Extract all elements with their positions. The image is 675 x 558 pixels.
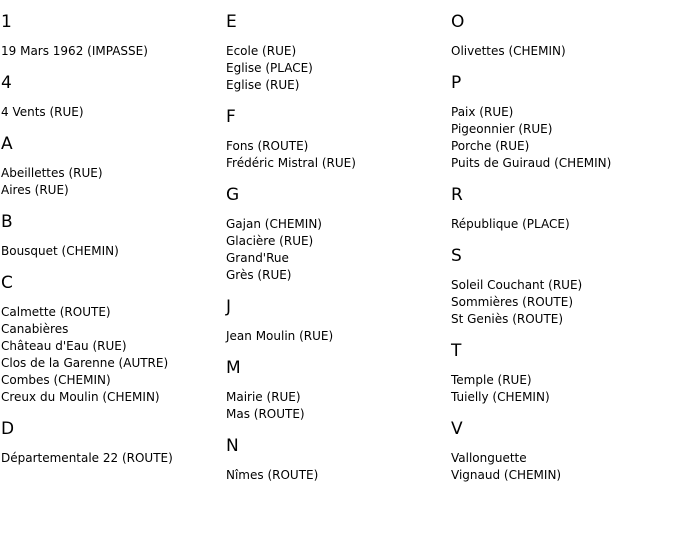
street-name-item: Calmette (ROUTE) — [1, 305, 111, 319]
group-letter-heading: S — [451, 246, 462, 266]
street-list — [226, 467, 448, 484]
letter-group — [226, 436, 448, 484]
street-name-item: Ecole (RUE) — [226, 44, 297, 58]
street-name-item: Aires (RUE) — [1, 183, 69, 197]
street-list — [451, 372, 673, 406]
group-letter-heading: R — [451, 185, 463, 205]
letter-group — [451, 246, 673, 328]
street-list — [1, 165, 223, 199]
group-letter-heading: 1 — [1, 12, 12, 32]
street-name-item: Paix (RUE) — [451, 105, 514, 119]
letter-group — [1, 73, 223, 121]
street-name-item: Vallonguette — [451, 451, 527, 465]
street-name-item: Eglise (RUE) — [226, 78, 300, 92]
street-list — [451, 104, 673, 172]
street-list — [1, 450, 223, 467]
street-name-item: Temple (RUE) — [451, 373, 532, 387]
group-letter-heading: M — [226, 358, 241, 378]
letter-group — [226, 358, 448, 423]
group-letter-heading: C — [1, 273, 13, 293]
street-name-item: 4 Vents (RUE) — [1, 105, 84, 119]
street-name-item: Combes (CHEMIN) — [1, 373, 111, 387]
group-letter-heading: N — [226, 436, 239, 456]
street-name-item: Mairie (RUE) — [226, 390, 301, 404]
street-name-item: Eglise (PLACE) — [226, 61, 313, 75]
street-name-item: Pigeonnier (RUE) — [451, 122, 553, 136]
group-letter-heading: T — [451, 341, 462, 361]
street-name-item: République (PLACE) — [451, 217, 570, 231]
group-letter-heading: D — [1, 419, 15, 439]
street-list — [1, 43, 223, 60]
letter-group — [226, 12, 448, 94]
street-name-item: Jean Moulin (RUE) — [226, 329, 334, 343]
street-name-item: Frédéric Mistral (RUE) — [226, 156, 356, 170]
street-name-item: Fons (ROUTE) — [226, 139, 309, 153]
group-letter-heading: P — [451, 73, 462, 93]
street-name-item: Soleil Couchant (RUE) — [451, 278, 583, 292]
street-name-item: Bousquet (CHEMIN) — [1, 244, 119, 258]
street-name-item: Mas (ROUTE) — [226, 407, 305, 421]
group-letter-heading: B — [1, 212, 13, 232]
group-letter-heading: F — [226, 107, 236, 127]
street-list — [451, 43, 673, 60]
group-letter-heading: J — [226, 297, 232, 317]
street-list — [451, 450, 673, 484]
street-name-item: Glacière (RUE) — [226, 234, 314, 248]
group-letter-heading: O — [451, 12, 465, 32]
letter-group — [1, 273, 223, 406]
letter-group — [226, 107, 448, 172]
street-name-item: Grand'Rue — [226, 251, 289, 265]
street-list — [226, 138, 448, 172]
letter-group — [226, 297, 448, 345]
group-letter-heading: E — [226, 12, 237, 32]
letter-group — [451, 185, 673, 233]
street-list — [1, 243, 223, 260]
street-list — [226, 43, 448, 94]
street-list — [226, 328, 448, 345]
street-name-item: 19 Mars 1962 (IMPASSE) — [1, 44, 148, 58]
index-column — [451, 0, 673, 484]
street-name-item: Départementale 22 (ROUTE) — [1, 451, 173, 465]
index-column — [226, 0, 448, 484]
street-name-item: Puits de Guiraud (CHEMIN) — [451, 156, 612, 170]
street-name-item: Creux du Moulin (CHEMIN) — [1, 390, 160, 404]
street-name-item: Tuielly (CHEMIN) — [451, 390, 550, 404]
letter-group — [451, 73, 673, 172]
street-name-item: Clos de la Garenne (AUTRE) — [1, 356, 169, 370]
group-letter-heading: 4 — [1, 73, 12, 93]
street-list — [226, 216, 448, 284]
group-letter-heading: V — [451, 419, 463, 439]
street-name-item: St Geniès (ROUTE) — [451, 312, 564, 326]
street-name-item: Gajan (CHEMIN) — [226, 217, 322, 231]
street-name-item: Grès (RUE) — [226, 268, 292, 282]
street-list — [451, 277, 673, 328]
street-list — [226, 389, 448, 423]
group-letter-heading: G — [226, 185, 240, 205]
street-list — [451, 216, 673, 233]
street-name-item: Canabières — [1, 322, 69, 336]
street-name-item: Vignaud (CHEMIN) — [451, 468, 562, 482]
index-column — [1, 0, 223, 467]
street-name-item: Olivettes (CHEMIN) — [451, 44, 566, 58]
letter-group — [1, 419, 223, 467]
street-name-item: Nîmes (ROUTE) — [226, 468, 319, 482]
letter-group — [451, 12, 673, 60]
letter-group — [1, 134, 223, 199]
street-name-item: Porche (RUE) — [451, 139, 530, 153]
letter-group — [1, 12, 223, 60]
street-list — [1, 104, 223, 121]
street-name-item: Château d'Eau (RUE) — [1, 339, 127, 353]
street-name-item: Sommières (ROUTE) — [451, 295, 574, 309]
letter-group — [451, 419, 673, 484]
letter-group — [451, 341, 673, 406]
street-name-item: Abeillettes (RUE) — [1, 166, 103, 180]
letter-group — [226, 185, 448, 284]
letter-group — [1, 212, 223, 260]
street-list — [1, 304, 223, 406]
group-letter-heading: A — [1, 134, 13, 154]
